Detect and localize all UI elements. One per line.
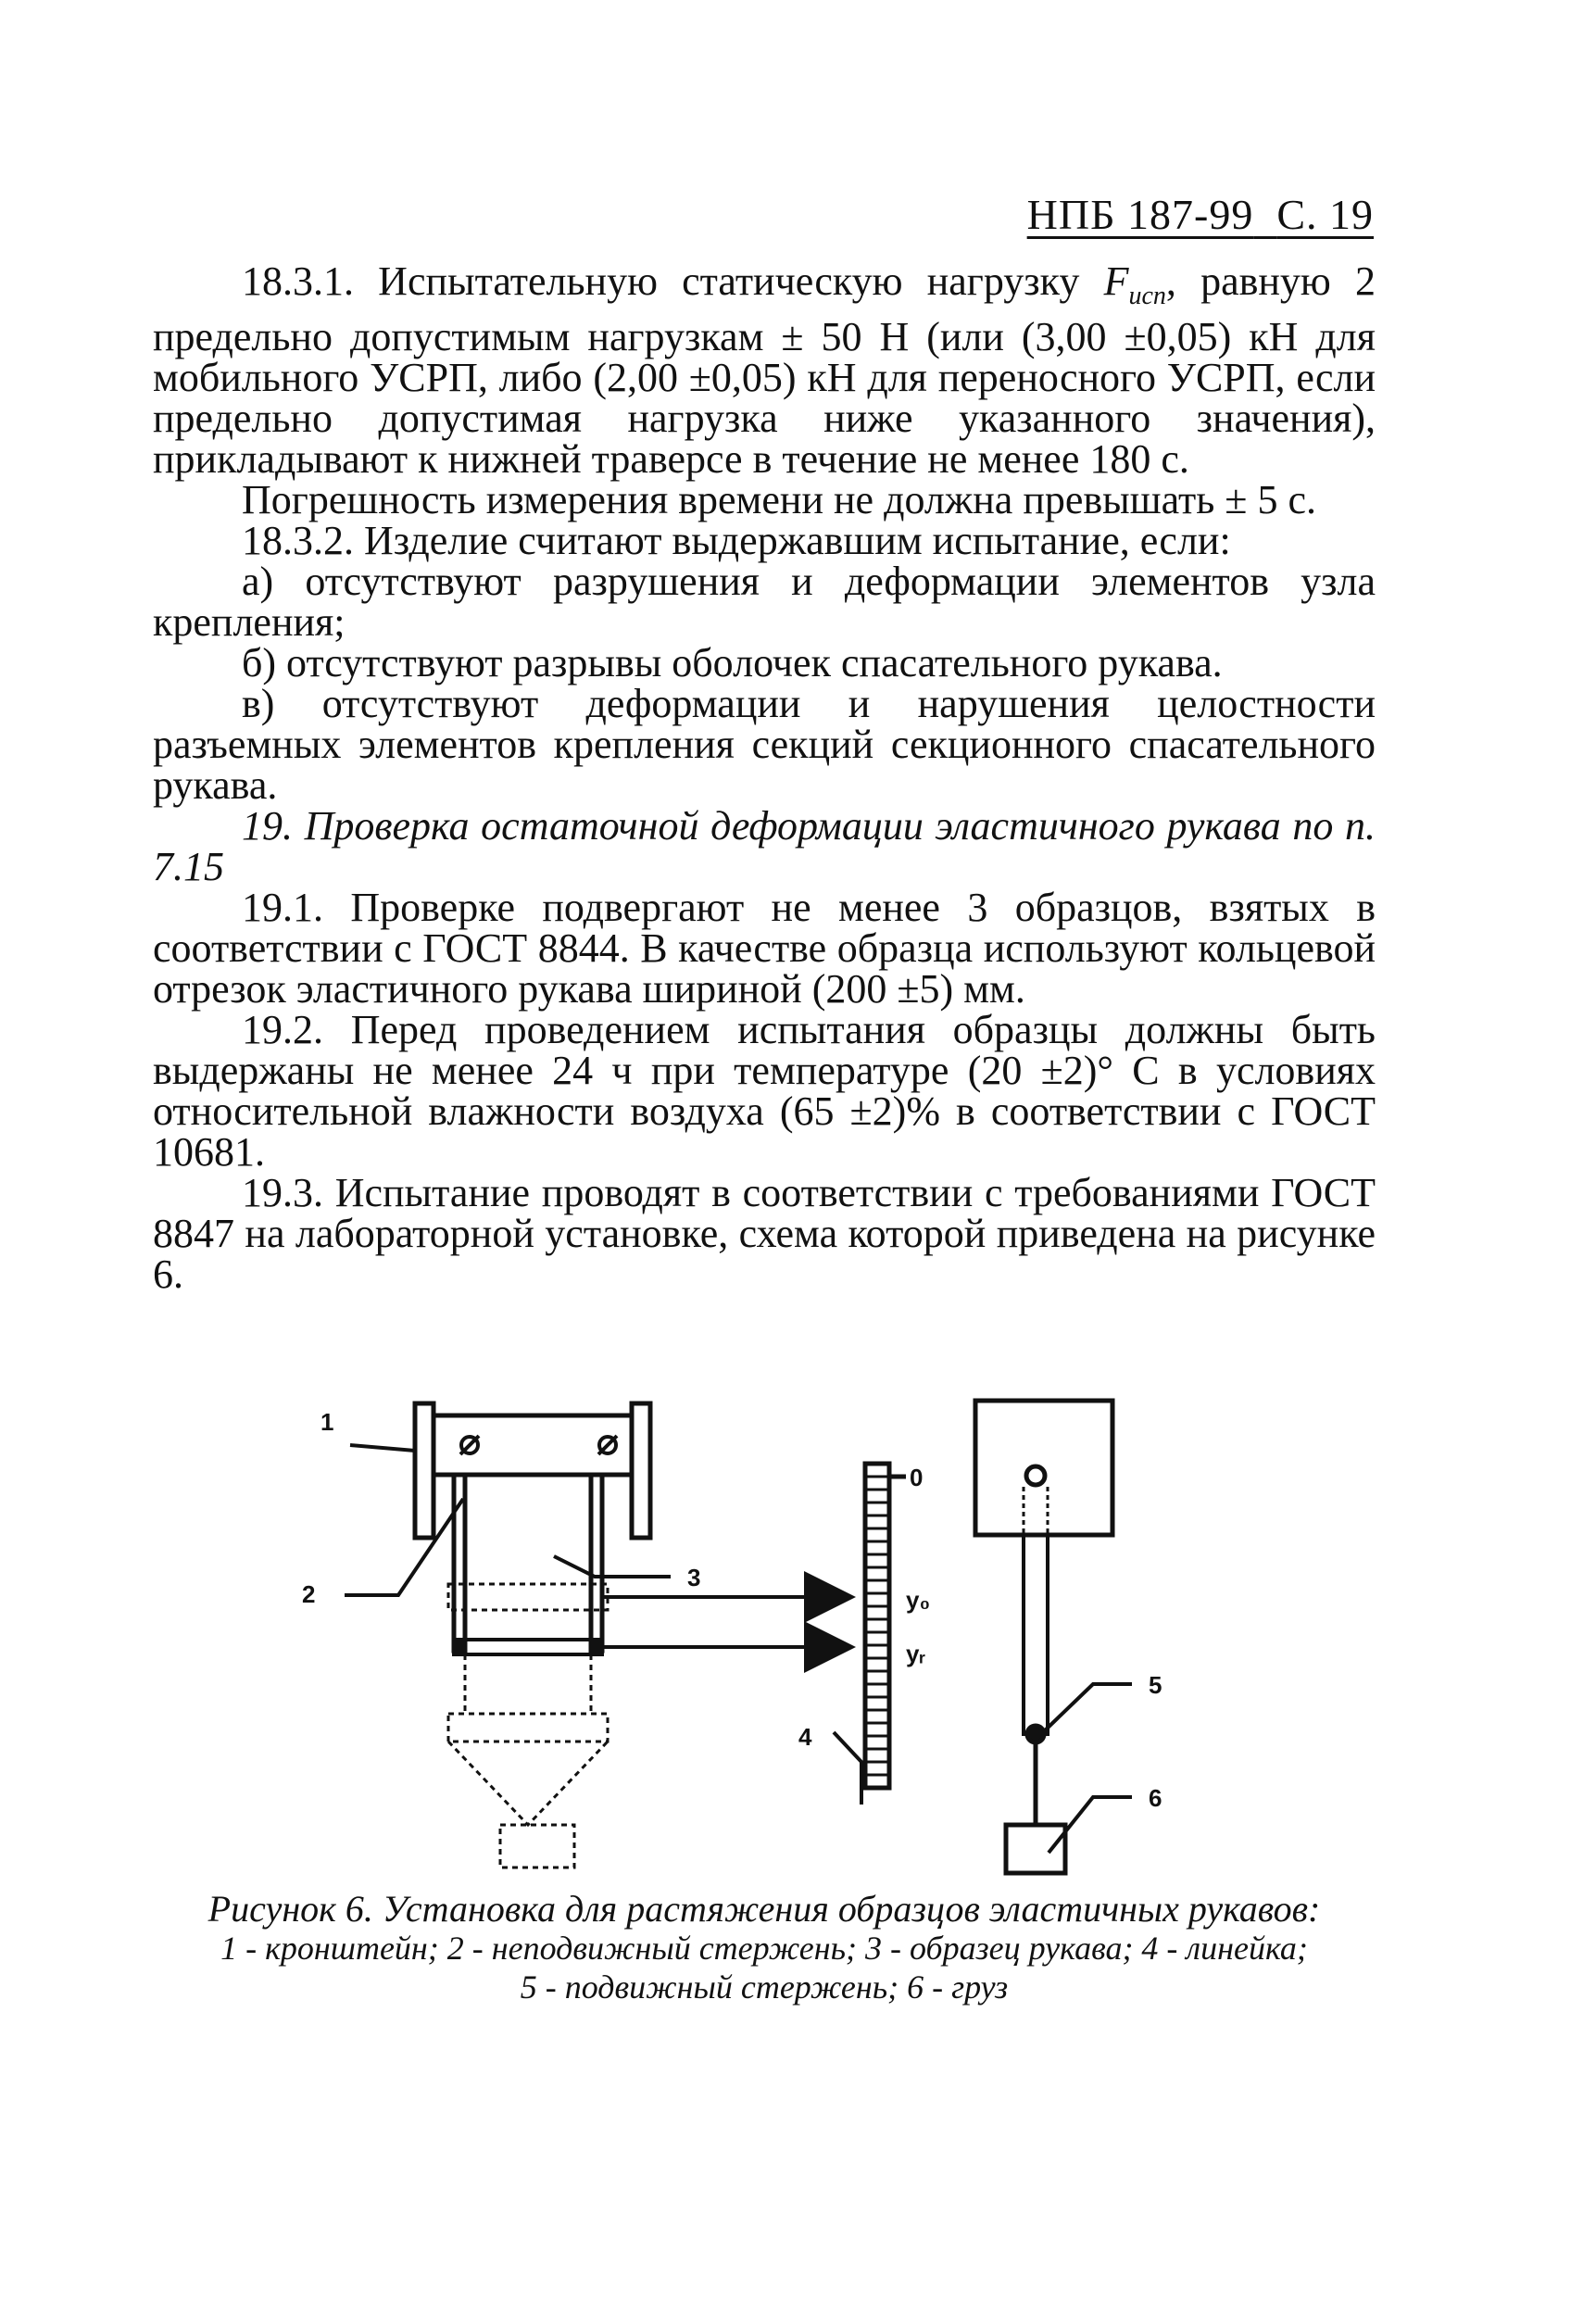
page-number: С. 19: [1276, 191, 1374, 238]
figure-label-5: 5: [1149, 1671, 1162, 1699]
paragraph-19-1: 19.1. Проверке подвергают не менее 3 образцов, взятых в соответствии с ГОСТ 8844. В качестве образца используют кольцевой отрезок эластичного рукава шириной (200 ±5) мм.: [153, 884, 1376, 1012]
paragraph-item-b: б) отсутствуют разрывы оболочек спасательного рукава.: [242, 639, 1223, 685]
section-heading-19: 19. Проверка остаточной деформации эластичного рукава по п. 7.15: [153, 802, 1376, 889]
figure-label-6: 6: [1149, 1784, 1162, 1812]
force-subscript: исп: [1128, 281, 1166, 310]
sleeve-sample: [454, 1519, 602, 1654]
paragraph-19-3: 19.3. Испытание проводят в соответствии с требованиями ГОСТ 8847 на лабораторной установке, схема которой приведена на рисунке 6.: [153, 1169, 1376, 1297]
force-symbol: F: [1103, 258, 1129, 304]
paragraph-item-c: в) отсутствуют деформации и нарушения целостности разъемных элементов крепления секций секционного спасательного рукава.: [153, 680, 1376, 808]
paragraph-18-3-2: 18.3.2. Изделие считают выдержавшим испытание, если:: [242, 517, 1231, 563]
ruler-zero-label: 0: [910, 1464, 924, 1491]
figure-label-3: 3: [687, 1564, 701, 1591]
figure-caption-legend-1: 1 - кронштейн; 2 - неподвижный стержень; 3 - образец рукава; 4 - линейка;: [220, 1930, 1308, 1967]
figure-label-1: 1: [320, 1408, 334, 1436]
stretched-sample-outline: [448, 1584, 608, 1868]
arrow: [602, 1597, 848, 1647]
paragraph-time-error: Погрешность измерения времени не должна превышать ± 5 с.: [242, 476, 1316, 522]
figure-caption: [153, 1890, 1376, 2006]
figure-caption-title: Рисунок 6. Установка для растяжения образцов эластичных рукавов:: [207, 1888, 1321, 1930]
yr-label: yᵣ: [906, 1640, 926, 1667]
figure-label-2: 2: [302, 1580, 316, 1608]
figure-caption-legend-2: 5 - подвижный стержень; 6 - груз: [520, 1968, 1009, 2006]
paragraph-item-a: а) отсутствуют разрушения и деформации элементов узла крепления;: [153, 558, 1376, 645]
fixed-rod: [454, 1475, 602, 1651]
paragraph-19-2: 19.2. Перед проведением испытания образцы должны быть выдержаны не менее 24 ч при температуре (20 ±2)° С в условиях относительной влажности воздуха (65 ±2)% в соответствии с ГОСТ 10681.: [153, 1006, 1376, 1175]
y0-label: y₀: [906, 1586, 931, 1614]
figure-label-4: 4: [798, 1723, 812, 1751]
ruler: [865, 1464, 906, 1788]
bolt-icon: [460, 1436, 617, 1454]
document-code: НПБ 187-99: [1026, 191, 1254, 238]
moving-rod-assembly: [975, 1401, 1112, 1873]
paragraph-18-3-1: 18.3.1. Испытательную статическую нагрузку $F_{исп}$, равную 2 предельно допустимым нагрузкам ± 50 Н (или (3,00 ±0,05) кН для мобильного УСРП, либо (2,00 ±0,05) кН для переносного УСРП, если предельно допустимая нагрузка ниже указанного значения), прикладывают к нижней траверсе в течение не менее 180 с.: [153, 258, 1376, 482]
